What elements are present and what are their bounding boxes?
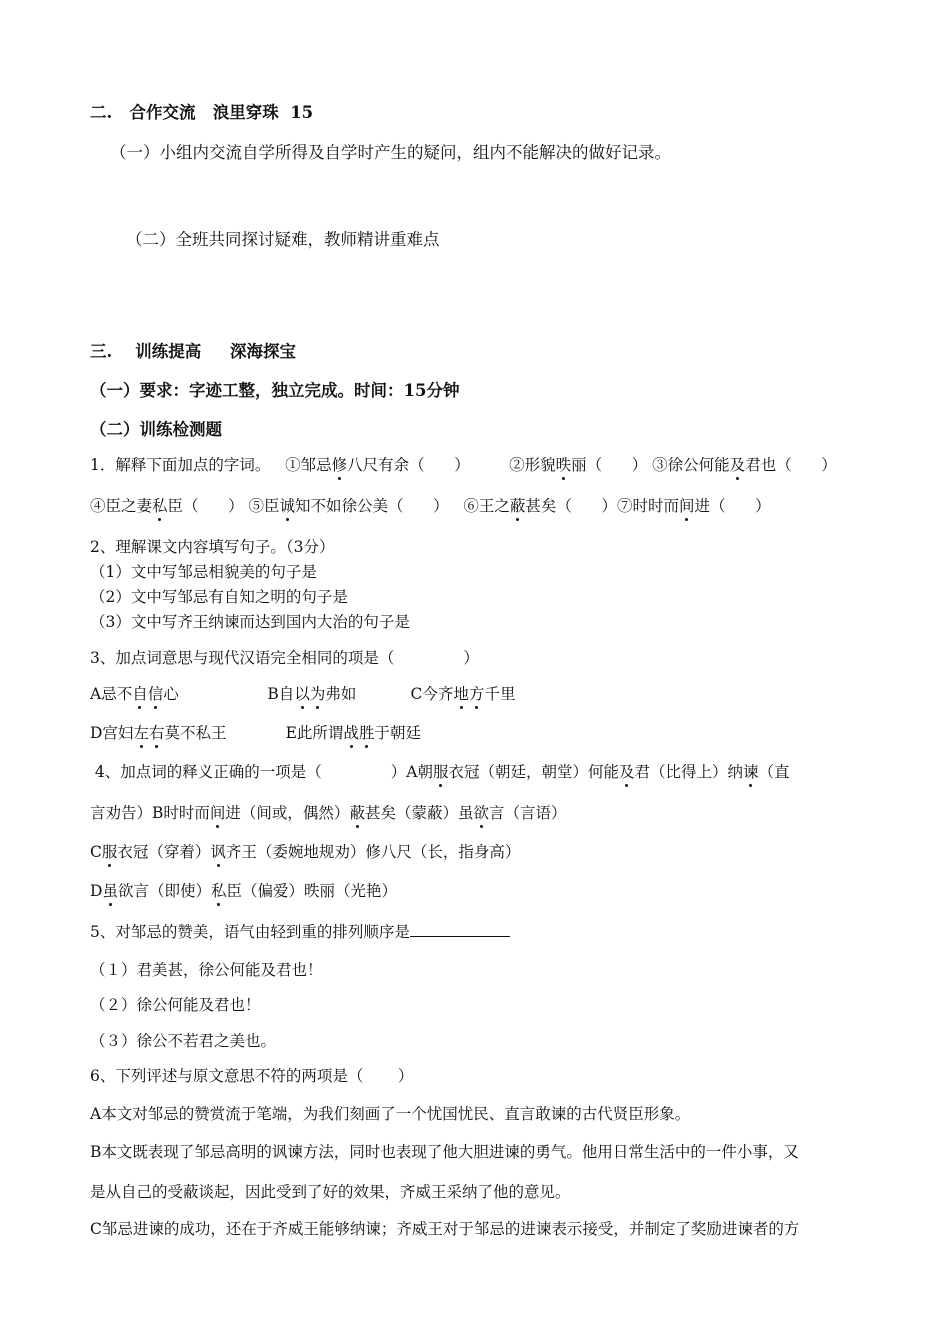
dotted-char: 间 — [679, 497, 695, 515]
question-3-options-2: D宫妇左右莫不私王 E此所谓战胜于朝廷 — [90, 724, 421, 742]
question-6-option-a: A本文对邹忌的赞赏流于笔端，为我们刻画了一个忧国忧民、直言敢谏的古代贤臣形象。 — [90, 1105, 691, 1123]
dotted-char: 战 — [343, 724, 359, 742]
dotted-char: 蔽 — [349, 804, 365, 822]
dotted-char: 及 — [729, 456, 746, 474]
question-2-heading: 2、理解课文内容填写句子。（3分） — [90, 538, 335, 556]
question-1-line-2: ④臣之妻私臣（ ） ⑤臣诚知不如徐公美（ ） ⑥王之蔽甚矣（ ）⑦时时而间进（ ） — [90, 497, 771, 515]
dotted-char: 讽 — [210, 843, 226, 861]
answer-blank[interactable] — [410, 922, 510, 937]
section-3-heading: 三. 训练提高 深海探宝 — [90, 342, 296, 361]
dotted-char: 私 — [210, 882, 227, 900]
dotted-char: 间 — [209, 804, 226, 822]
dotted-char: 谏 — [743, 763, 759, 781]
question-4-line-4: D虽欲言（即使）私臣（偏爱）昳丽（光艳） — [90, 882, 397, 900]
dotted-char: 私 — [152, 497, 168, 515]
question-6-option-b-line-1: B本文既表现了邹忌高明的讽谏方法，同时也表现了他大胆进谏的勇气。他用日常生活中的一件小事，又 — [90, 1143, 799, 1161]
section-2-item-1: （一）小组内交流自学所得及自学时产生的疑问，组内不能解决的做好记录。 — [110, 143, 671, 162]
dotted-char: 自 — [132, 685, 148, 703]
dotted-char: 诚 — [279, 497, 296, 515]
dotted-char: 服 — [432, 763, 449, 781]
dotted-char: 地 — [453, 685, 469, 703]
question-6-option-c-line-1: C邹忌进谏的成功，还在于齐威王能够纳谏；齐威王对于邹忌的进谏表示接受，并制定了奖励进谏者的方 — [90, 1220, 800, 1238]
question-5-item-2: （２）徐公何能及君也！ — [90, 996, 261, 1014]
question-5-heading: 5、对邹忌的赞美，语气由轻到重的排列顺序是 — [90, 922, 510, 942]
question-4-line-1: 4、加点词的释义正确的一项是（ ）A朝服衣冠（朝廷，朝堂）何能及君（比得上）纳谏（直 — [90, 763, 790, 781]
dotted-char: 修 — [331, 456, 348, 474]
question-2-item-2: （2）文中写邹忌有自知之明的句子是 — [90, 588, 348, 606]
dotted-char: 右 — [148, 724, 165, 742]
section-3-requirement: （一）要求：字迹工整，独立完成。时间：15分钟 — [90, 381, 460, 400]
dotted-char: 服 — [101, 843, 118, 861]
dotted-char: 以 — [294, 685, 310, 703]
dotted-char: 蔽 — [509, 497, 526, 515]
dotted-char: 及 — [619, 763, 635, 781]
question-3-heading: 3、加点词意思与现代汉语完全相同的项是（ ） — [90, 649, 479, 667]
dotted-char: 左 — [133, 724, 149, 742]
section-3-subheading: （二）训练检测题 — [90, 420, 222, 439]
dotted-char: 信 — [147, 685, 164, 703]
question-2-item-3: （3）文中写齐王纳谏而达到国内大治的句子是 — [90, 613, 410, 631]
dotted-char: 欲 — [473, 804, 489, 822]
dotted-char: 方 — [468, 685, 485, 703]
question-3-options-1: A忌不自信心 B自以为弗如 C今齐地方千里 — [90, 685, 516, 703]
section-2-heading: 二. 合作交流 浪里穿珠 15 — [90, 103, 314, 122]
question-5-item-1: （１）君美甚，徐公何能及君也！ — [90, 961, 323, 979]
question-2-item-1: （1）文中写邹忌相貌美的句子是 — [90, 563, 317, 581]
dotted-char: 昳 — [555, 456, 572, 474]
question-1-line-1: 1．解释下面加点的字词。 ①邹忌修八尺有余（ ） ②形貌昳丽（ ） ③徐公何能及君也（ ） — [90, 456, 837, 474]
dotted-char: 胜 — [358, 724, 375, 742]
question-6-option-b-line-2: 是从自己的受蔽谈起，因此受到了好的效果，齐威王采纳了他的意见。 — [90, 1183, 571, 1201]
question-6-heading: 6、下列评述与原文意思不符的两项是（ ） — [90, 1067, 414, 1085]
question-4-line-2: 言劝告）B时时而间进（间或，偶然）蔽甚矣（蒙蔽）虽欲言（言语） — [90, 804, 567, 822]
dotted-char: 虽 — [102, 882, 118, 900]
question-4-line-3: C服衣冠（穿着）讽齐王（委婉地规劝）修八尺（长，指身高） — [90, 843, 521, 861]
dotted-char: 为 — [309, 685, 326, 703]
section-2-item-2: （二）全班共同探讨疑难，教师精讲重难点 — [126, 230, 440, 249]
question-5-item-3: （３）徐公不若君之美也。 — [90, 1032, 277, 1050]
